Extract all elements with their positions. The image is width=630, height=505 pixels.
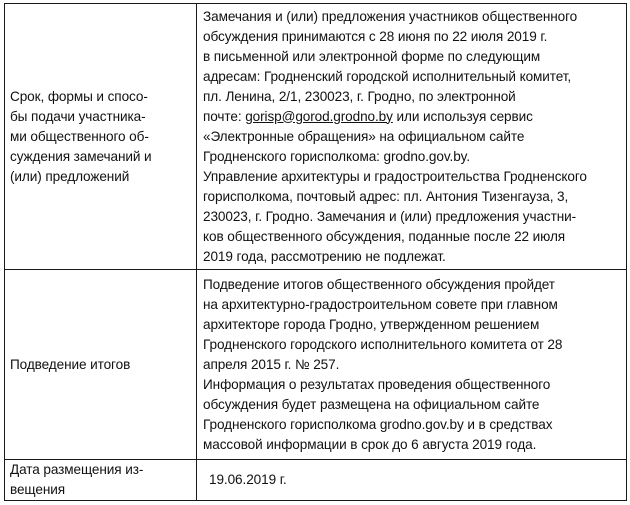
publication-date-value-cell [197, 460, 627, 501]
results-text-line: на архитектурно-градостроительном совете при главном [203, 296, 558, 312]
submission-label-line: ми общественного об- [10, 128, 149, 144]
email-line [203, 107, 620, 127]
publication-date-label-cell [5, 460, 197, 501]
email-suffix: или используя сервис [392, 108, 533, 124]
email-link[interactable]: gorisp@gorod.grodno.by [245, 108, 393, 124]
submission-text-line: в письменной или электронной форме по следующим [203, 48, 541, 64]
results-text-line: Информация о результатах проведения общественного [203, 376, 551, 392]
submission-text-line: 230023, г. Гродно. Замечания и (или) предложения участни- [203, 208, 577, 224]
table-row-results [5, 270, 627, 460]
results-text-line: обсуждения будет размещена на официальном сайте [203, 396, 540, 412]
results-label-line: Подведение итогов [10, 356, 131, 372]
email-prefix: почте: [203, 108, 246, 124]
submission-text-line: ков общественного обсуждения, поданные после 22 июля [203, 228, 566, 244]
publication-date-value: 19.06.2019 г. [209, 472, 287, 487]
results-text-line: массовой информации в срок до 6 августа 2019 года. [203, 436, 537, 452]
submission-text-line: Управление архитектуры и градостроительства Гродненского [203, 168, 587, 184]
publication-date-label-line: Дата размещения из- [10, 462, 144, 477]
submission-text-line: Замечания и (или) предложения участников общественного [203, 8, 578, 24]
results-text-line: архитекторе города Гродно, утвержденном решением [203, 316, 540, 332]
submission-label-cell [5, 4, 197, 270]
submission-label-line: Срок, формы и спосо- [10, 88, 148, 104]
publication-date-label-line: вещения [10, 482, 65, 497]
results-text-line: Гродненского городского исполнительного комитета от 28 [203, 336, 563, 352]
results-text-line: Подведение итогов общественного обсуждения пройдет [203, 276, 555, 292]
submission-text-line: «Электронные обращения» на официальном сайте [203, 128, 525, 144]
results-text-line: апреля 2015 г. № 257. [203, 356, 340, 372]
results-label-cell [5, 270, 197, 460]
submission-label-line: бы подачи участника- [10, 108, 146, 124]
table-row-publication-date [5, 460, 627, 501]
submission-label-line: (или) предложений [10, 168, 130, 184]
submission-text-line: горисполкома, почтовый адрес: пл. Антония Тизенгауза, 3, [203, 188, 569, 204]
public-discussion-table [4, 3, 627, 501]
results-text-line: Гродненского горисполкома grodno.gov.by и в средствах [203, 416, 553, 432]
submission-text-line: пл. Ленина, 2/1, 230023, г. Гродно, по электронной [203, 88, 516, 104]
submission-text-line: адресам: Гродненский городской исполнительный комитет, [203, 68, 572, 84]
submission-text-line: обсуждения принимаются с 28 июня по 22 июля 2019 г. [203, 28, 548, 44]
table-row-submission [5, 4, 627, 270]
submission-text-line: Гродненского горисполкома: grodno.gov.by. [203, 148, 471, 164]
submission-text-line: 2019 года, рассмотрению не подлежат. [203, 248, 446, 264]
results-value-cell [197, 270, 627, 460]
submission-label-line: суждения замечаний и [10, 148, 152, 164]
submission-value-cell [197, 4, 627, 270]
